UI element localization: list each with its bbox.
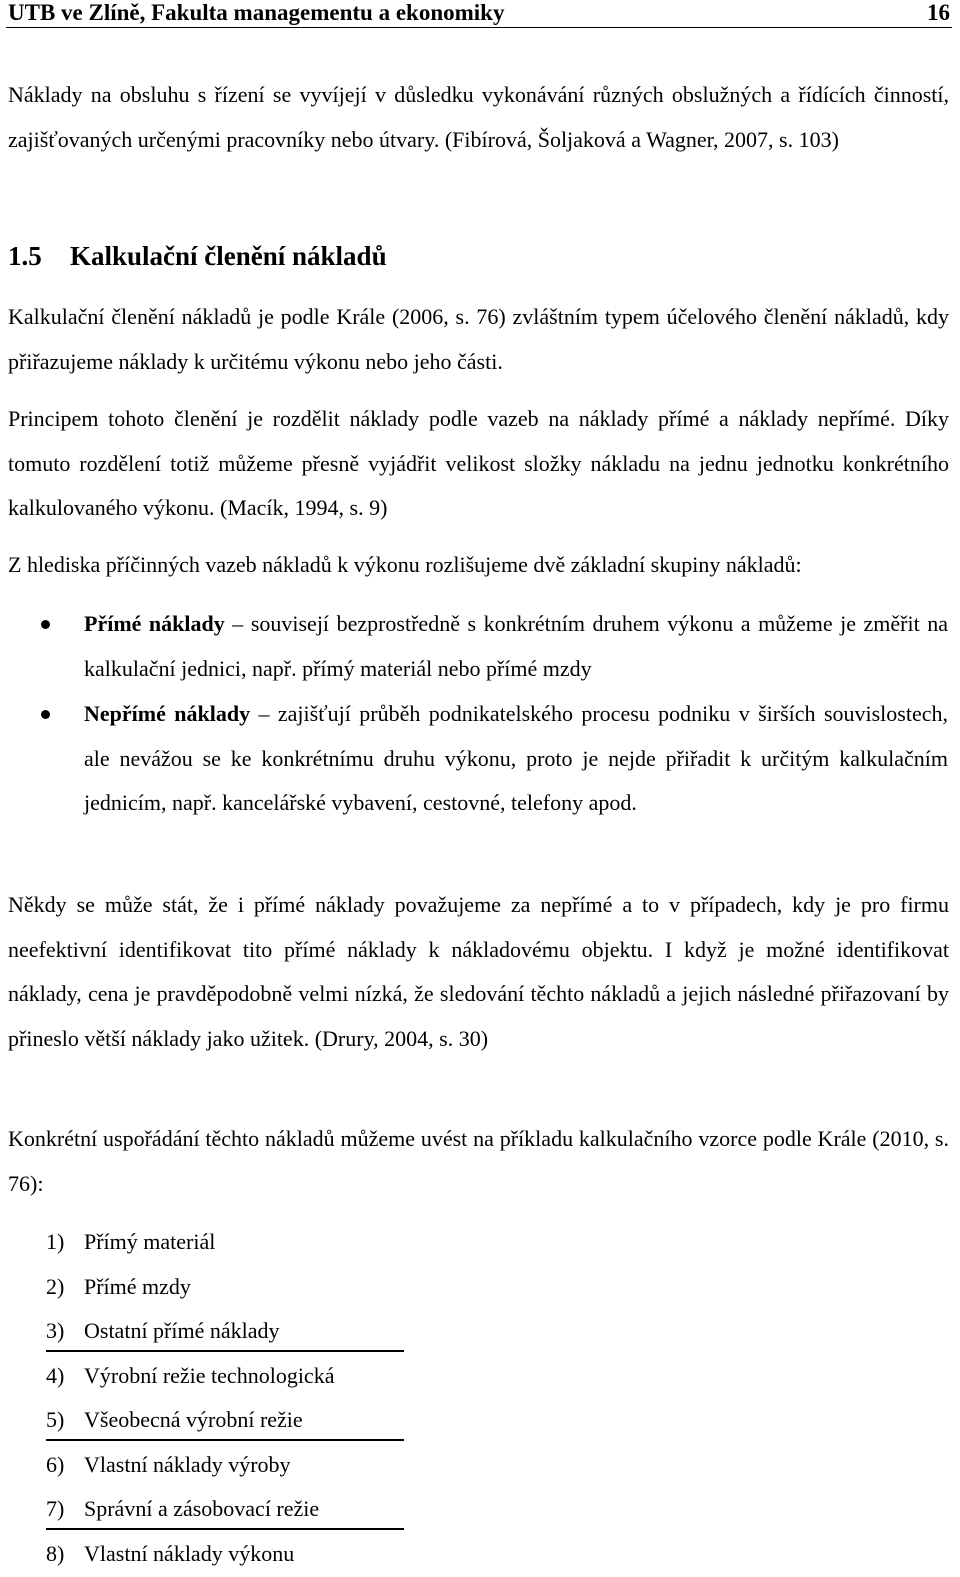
- bullet-text: – souvisejí bezprostředně s konkrétním druhem výkonu a můžeme je změřit na kalkulační jednici, např. přímý materiál nebo přímé mzdy: [84, 611, 949, 681]
- bullet-text: – zajišťují průběh podnikatelského procesu podniku v širších souvislostech, ale nevážou se ke konkrétnímu druhu výkonu, proto je nejde přiřadit k určitým kalkulačním jednicím, např. kancelářské vybavení, cestovné, telefony apod.: [84, 701, 948, 815]
- list-item-label: Správní a zásobovací režie: [84, 1496, 320, 1521]
- bullet-item-direct-costs: [84, 602, 948, 691]
- list-item-label: Přímé mzdy: [84, 1273, 191, 1299]
- list-item: [46, 1220, 334, 1265]
- paragraph-formula-intro: Konkrétní uspořádání těchto nákladů můžeme uvést na příkladu kalkulačního vzorce podle Krále (2010, s. 76):: [8, 1126, 949, 1196]
- section-number: 1.5: [8, 241, 42, 271]
- list-item-number: 1): [46, 1229, 65, 1254]
- bullet-term: Přímé náklady: [84, 611, 225, 636]
- list-item: [46, 1354, 334, 1399]
- list-item-number: 4): [46, 1362, 65, 1388]
- section-heading: [8, 236, 387, 276]
- list-item-label: Ostatní přímé náklady: [84, 1318, 280, 1343]
- paragraph-indirect-direct: Někdy se může stát, že i přímé náklady považujeme za nepřímé a to v případech, kdy je pro firmu neefektivní identifikovat tito přímé náklady k nákladovému objektu. I když je možné identifikovat náklady, cena je pravděpodobně velmi nízká, že sledování těchto nákladů a jejich následné přiřazovaní by přineslo větší náklady jako užitek. (Drury, 2004, s. 30): [8, 892, 949, 1051]
- list-item: [46, 1443, 334, 1488]
- list-item-label: Všeobecná výrobní režie: [84, 1407, 303, 1432]
- list-item-label: Vlastní náklady výroby: [84, 1451, 291, 1477]
- list-item: [46, 1532, 334, 1577]
- section-title: Kalkulační členění nákladů: [70, 241, 387, 271]
- paragraph-cost-groups-intro: Z hlediska příčinných vazeb nákladů k výkonu rozlišujeme dvě základní skupiny nákladů:: [8, 552, 802, 577]
- list-item-number: 7): [46, 1496, 65, 1521]
- page-number: 16: [927, 0, 950, 25]
- calculation-formula-list: [46, 1220, 334, 1576]
- paragraph-principle: Principem tohoto členění je rozdělit náklady podle vazeb na náklady přímé a náklady nepřímé. Díky tomuto rozdělení totiž můžeme přesně vyjádřit velikost složky nákladu na jednu jednotku konkrétního kalkulovaného výkonu. (Macík, 1994, s. 9): [8, 406, 949, 520]
- bullet-dot-icon: [41, 620, 50, 629]
- list-item-number: 6): [46, 1451, 65, 1477]
- list-item-label: Vlastní náklady výkonu: [84, 1540, 295, 1566]
- list-item: [46, 1487, 334, 1532]
- list-item: [46, 1265, 334, 1310]
- paragraph-definition: Kalkulační členění nákladů je podle Krále (2006, s. 76) zvláštním typem účelového členění nákladů, kdy přiřazujeme náklady k určitému výkonu nebo jeho části.: [8, 304, 949, 374]
- list-item-number: 8): [46, 1540, 65, 1566]
- page-header: [6, 0, 952, 28]
- bullet-item-indirect-costs: [84, 692, 948, 826]
- bullet-term: Nepřímé náklady: [84, 701, 251, 726]
- bullet-dot-icon: [41, 710, 50, 719]
- list-item-number: 5): [46, 1407, 65, 1432]
- intro-paragraph: Náklady na obsluhu s řízení se vyvíjejí v důsledku vykonávání různých obslužných a řídících činností, zajišťovaných určenými pracovníky nebo útvary. (Fibírová, Šoljaková a Wagner, 2007, s. 103): [8, 82, 949, 152]
- list-item-number: 3): [46, 1318, 65, 1343]
- list-item: [46, 1398, 334, 1443]
- list-item-label: Přímý materiál: [84, 1229, 216, 1254]
- list-item-label: Výrobní režie technologická: [84, 1362, 335, 1388]
- list-item: [46, 1309, 334, 1354]
- header-title: UTB ve Zlíně, Fakulta managementu a ekonomiky: [8, 0, 505, 25]
- list-item-number: 2): [46, 1273, 65, 1299]
